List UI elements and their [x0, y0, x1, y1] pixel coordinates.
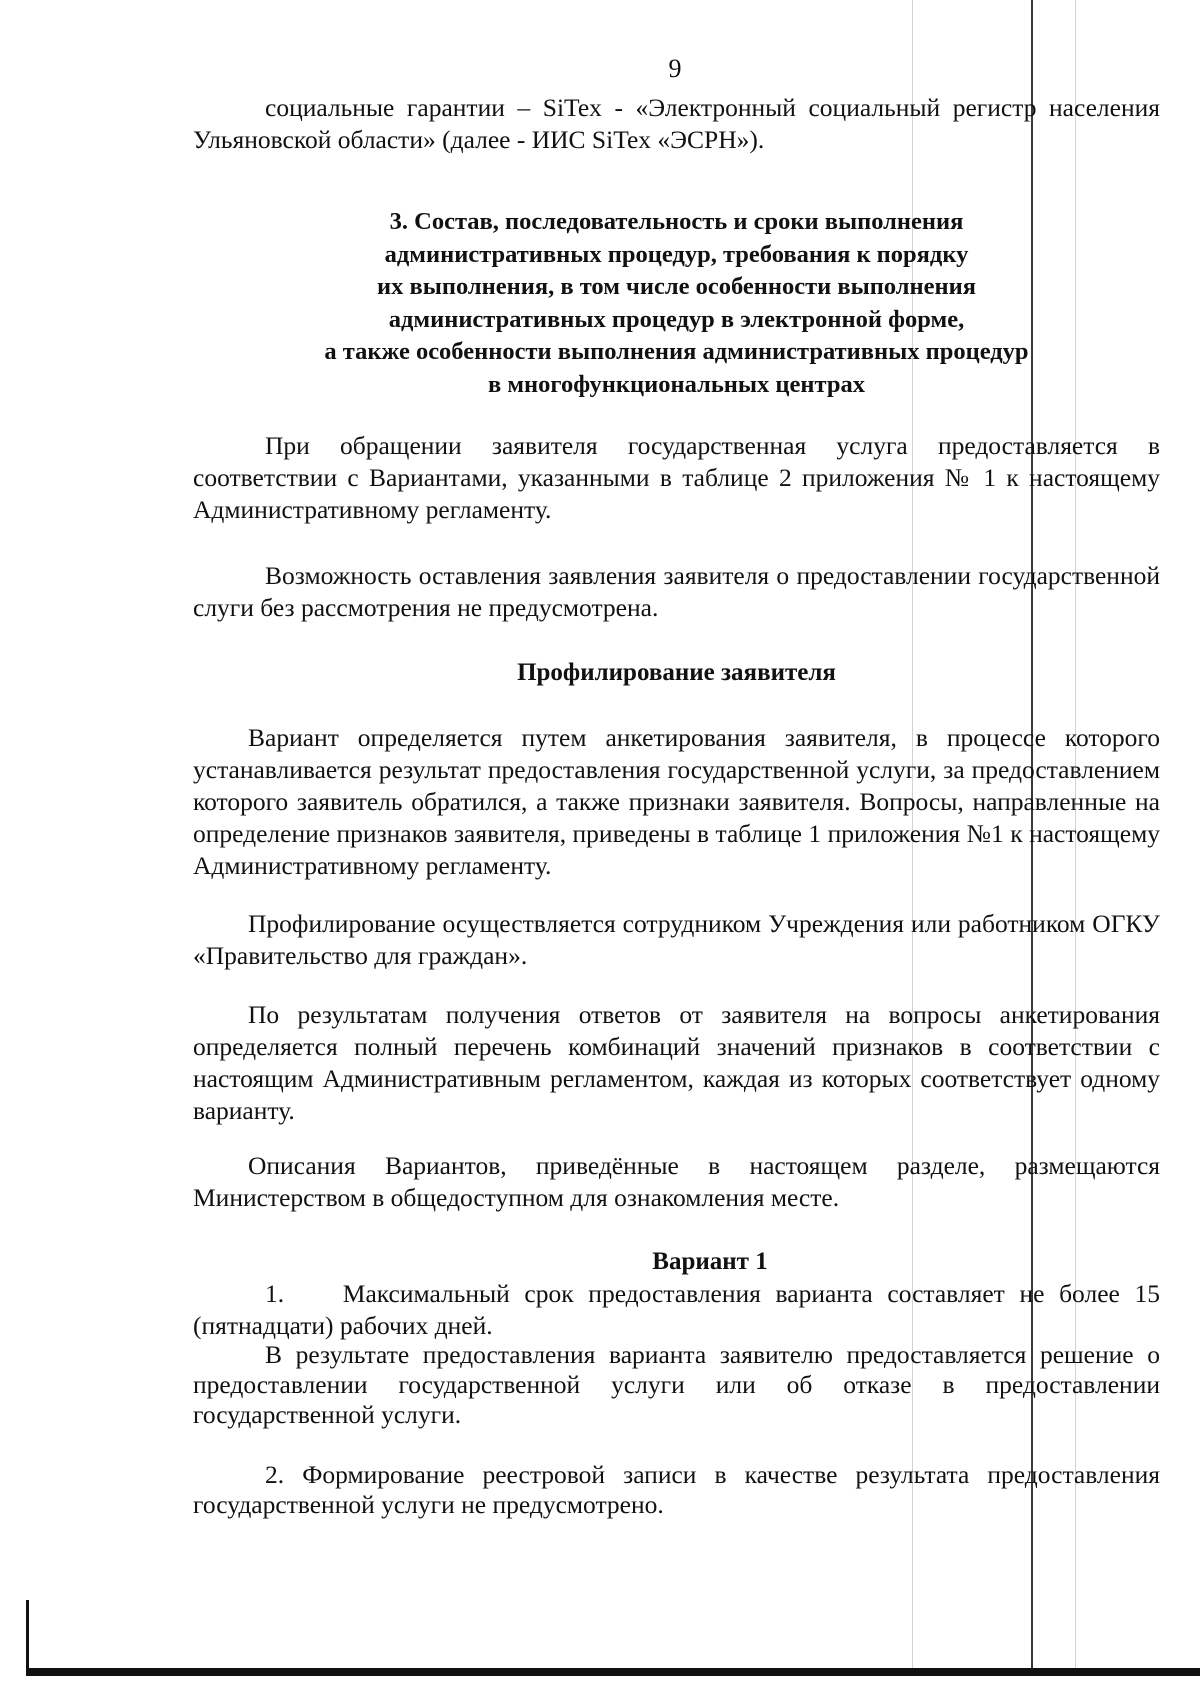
section-heading-line: 3. Состав, последовательность и сроки выполнения [389, 208, 964, 235]
section-heading-line: административных процедур, требования к порядку [384, 240, 969, 268]
paragraph-profiling-1: Вариант определяется путем анкетирования заявителя, в процессе которого устанавливается результат предоставления государственной услуги, за предоставлением которого заявитель обратился, а также признаки заявителя. Вопросы, направленные на определение признаков заявителя, приведены в таблице 1 приложения №1 к настоящему Административному регламенту. [193, 723, 1160, 880]
page-number: 9 [668, 54, 682, 83]
intro-paragraph: социальные гарантии – SiTex - «Электронный социальный регистр населения Ульяновской области» (далее - ИИС SiTex «ЭСРН»). [193, 93, 1160, 154]
paragraph-profiling-2: Профилирование осуществляется сотрудником Учреждения или работником ОГКУ «Правительство для граждан». [193, 909, 1160, 970]
paragraph-profiling-3: По результатам получения ответов от заявителя на вопросы анкетирования определяется полный перечень комбинаций значений признаков в соответствии с настоящим Административным регламентом, каждая из которых соответствует одному варианту. [193, 1000, 1160, 1125]
variant1-result: В результате предоставления варианта заявителю предоставляется решение о предоставлении государственной услуги или об отказе в предоставлении государственной услуги. [193, 1340, 1160, 1429]
section-heading-line: административных процедур в электронной форме, [388, 305, 965, 333]
paragraph-variants: При обращении заявителя государственная услуга предоставляется в соответствии с Вариантами, указанными в таблице 2 приложения № 1 к настоящему Административному регламенту. [193, 431, 1160, 524]
paragraph-no-review: Возможность оставления заявления заявителя о предоставлении государственной слуги без рассмотрения не предусмотрена. [193, 561, 1160, 622]
section-heading-line: их выполнения, в том числе особенности выполнения [376, 273, 977, 300]
variant1-item-2: 2. Формирование реестровой записи в качестве результата предоставления государственной услуги не предусмотрено. [193, 1460, 1160, 1519]
section-heading-line: в многофункциональных центрах [488, 370, 865, 398]
section-heading-line: а также особенности выполнения административных процедур [324, 338, 1029, 365]
variant1-item-1: 1. Максимальный срок предоставления варианта составляет не более 15 (пятнадцати) рабочих дней. [193, 1279, 1167, 1340]
paragraph-profiling-4: Описания Вариантов, приведённые в настоящем разделе, размещаются Министерством в общедоступном для ознакомления месте. [193, 1151, 1160, 1212]
scan-bottom-border [26, 1668, 1200, 1676]
scan-edge [26, 1600, 29, 1672]
section-heading [193, 206, 1160, 401]
profiling-heading: Профилирование заявителя [517, 659, 836, 686]
variant1-heading: Вариант 1 [652, 1248, 768, 1275]
